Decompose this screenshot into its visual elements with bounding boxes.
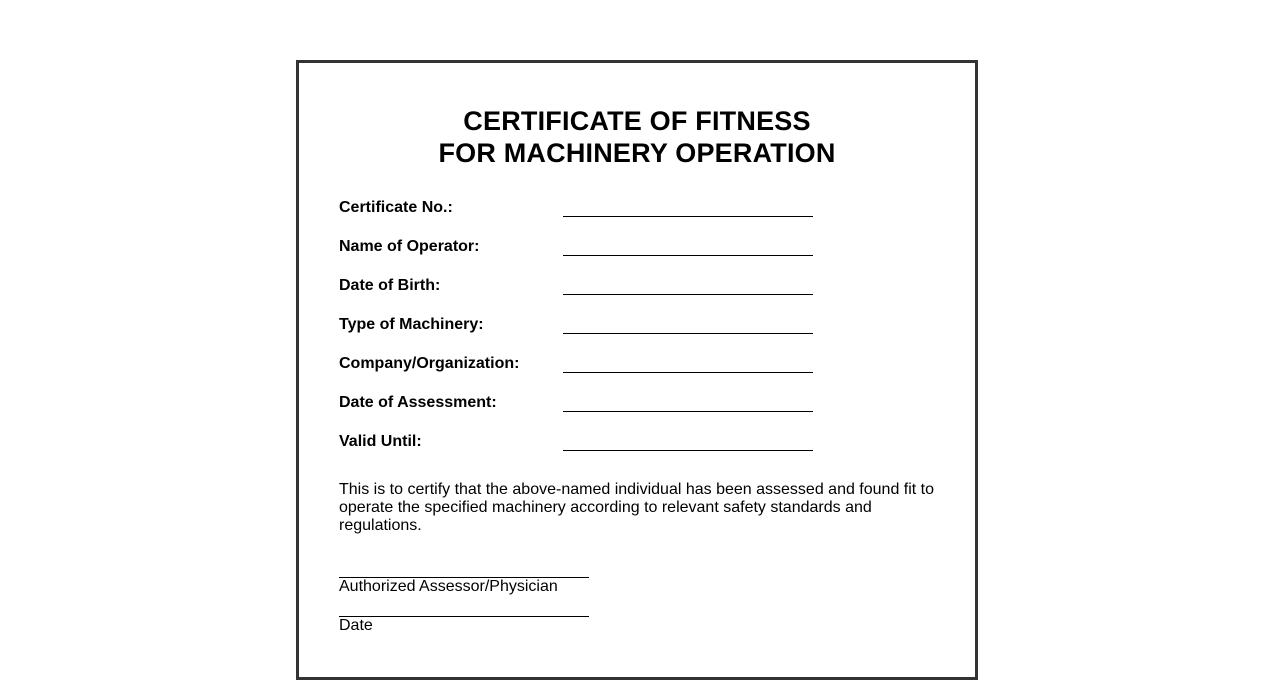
title-line-1: CERTIFICATE OF FITNESS	[463, 106, 811, 136]
field-label-date-of-birth: Date of Birth:	[339, 277, 441, 294]
field-row-certificate-no	[339, 194, 939, 233]
assessor-signature-label: Authorized Assessor/Physician	[339, 578, 558, 595]
field-row-company	[339, 350, 939, 389]
field-line-assessment-date[interactable]	[563, 411, 813, 412]
field-label-operator-name: Name of Operator:	[339, 238, 480, 255]
field-line-machinery-type[interactable]	[563, 333, 813, 334]
date-signature-label: Date	[339, 617, 373, 634]
field-row-machinery-type	[339, 311, 939, 350]
field-row-date-of-birth	[339, 272, 939, 311]
field-line-operator-name[interactable]	[563, 255, 813, 256]
field-row-assessment-date	[339, 389, 939, 428]
field-line-certificate-no[interactable]	[563, 216, 813, 217]
field-label-machinery-type: Type of Machinery:	[339, 316, 484, 333]
field-label-company: Company/Organization:	[339, 355, 520, 372]
field-line-date-of-birth[interactable]	[563, 294, 813, 295]
field-line-company[interactable]	[563, 372, 813, 373]
field-row-valid-until	[339, 428, 939, 467]
field-label-certificate-no: Certificate No.:	[339, 199, 453, 216]
field-label-valid-until: Valid Until:	[339, 433, 422, 450]
title-line-2: FOR MACHINERY OPERATION	[438, 138, 836, 168]
date-signature-block	[339, 616, 589, 635]
certificate-fields	[339, 194, 939, 467]
field-label-assessment-date: Date of Assessment:	[339, 394, 497, 411]
field-row-operator-name	[339, 233, 939, 272]
field-line-valid-until[interactable]	[563, 450, 813, 451]
certificate-document	[296, 60, 978, 680]
assessor-signature-block	[339, 577, 589, 596]
certificate-title	[299, 105, 975, 169]
certification-statement: This is to certify that the above-named individual has been assessed and found fit to operate the specified machinery according to relevant safety standards and regulations.	[339, 481, 935, 534]
